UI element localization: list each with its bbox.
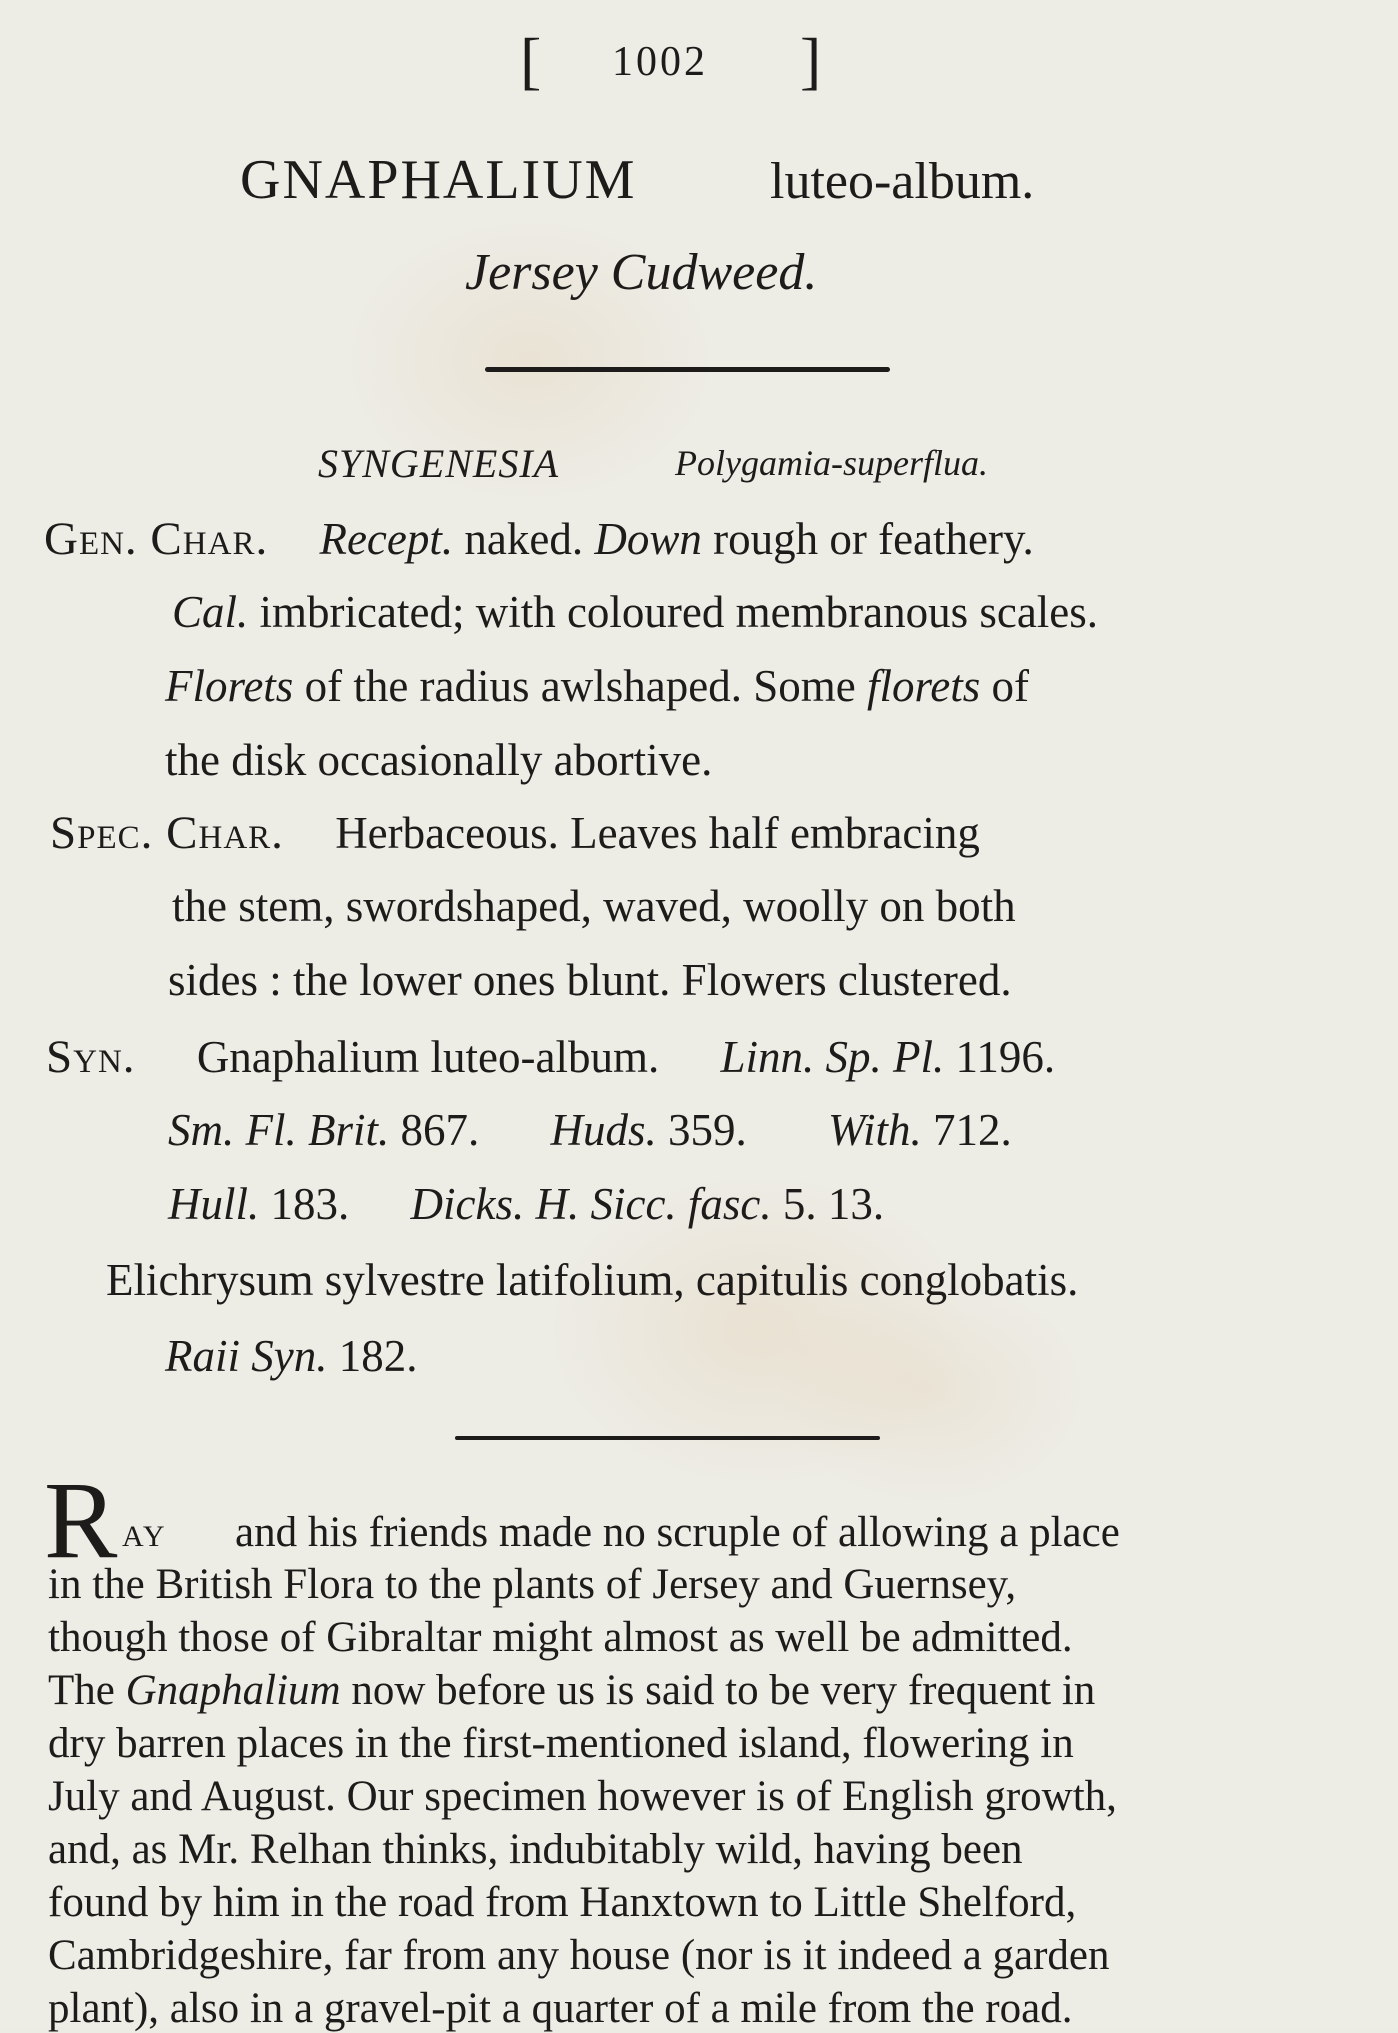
spec-char-text-1: Herbaceous. Leaves half embracing <box>335 808 980 858</box>
syn-num-with: 712. <box>921 1105 1012 1155</box>
common-name: Jersey Cudweed. <box>465 244 818 301</box>
body-line-9: Cambridgeshire, far from any house (nor is it indeed a garden <box>48 1932 1110 1979</box>
florets-term-2: florets <box>866 661 981 711</box>
body-line-4-pre: The <box>48 1667 126 1714</box>
class-name: SYNGENESIA <box>318 441 560 486</box>
syn-line-5 <box>165 1330 417 1382</box>
syn-ref-sm: Sm. Fl. Brit. <box>168 1105 390 1155</box>
cal-term: Cal. <box>172 587 249 637</box>
cal-text: imbricated; with coloured membranous scales. <box>248 587 1099 637</box>
syn-ref-hull: Hull. <box>168 1179 260 1229</box>
syn-num-huds: 359. <box>656 1105 747 1155</box>
species-title: luteo-album. <box>770 153 1035 210</box>
syn-line-1 <box>46 1030 1055 1084</box>
syn-ref-with: With. <box>828 1105 922 1155</box>
body-line-8: found by him in the road from Hanxtown to Little Shelford, <box>48 1879 1077 1926</box>
syn-text-1: Gnaphalium luteo-album. <box>196 1032 660 1082</box>
syn-num-dicks: 5. 13. <box>771 1179 885 1229</box>
divider-rule-top <box>485 367 890 372</box>
drop-cap: R <box>44 1459 118 1581</box>
syn-ref-huds: Huds. <box>550 1105 657 1155</box>
gen-char-line-3 <box>165 660 1029 712</box>
divider-rule-bottom <box>455 1436 880 1440</box>
syn-num-sm: 867. <box>389 1105 480 1155</box>
page-number: 1002 <box>612 39 708 85</box>
down-text: rough or feathery. <box>701 514 1034 564</box>
syn-num-hull: 183. <box>259 1179 350 1229</box>
body-line-1: and his friends made no scruple of allowing a place <box>235 1509 1120 1556</box>
syn-ref-raii: Raii Syn. <box>165 1331 328 1381</box>
body-line-6: July and August. Our specimen however is of English growth, <box>48 1773 1117 1820</box>
syn-line-3 <box>168 1178 884 1230</box>
florets-text: of the radius awlshaped. Some <box>293 661 867 711</box>
order-name: Polygamia-superflua. <box>675 443 988 483</box>
body-line-5: dry barren places in the first-mentioned island, flowering in <box>48 1720 1074 1767</box>
down-term: Down <box>594 514 702 564</box>
body-line-2: in the British Flora to the plants of Jersey and Guernsey, <box>48 1561 1017 1608</box>
syn-line-2 <box>168 1104 1012 1156</box>
gen-char-line-1 <box>44 512 1034 566</box>
syn-label: Syn. <box>46 1031 136 1083</box>
genus-title: GNAPHALIUM <box>240 149 637 211</box>
spec-char-line-3: sides : the lower ones blunt. Flowers clustered. <box>168 955 1012 1005</box>
body-line-7: and, as Mr. Relhan thinks, indubitably wild, having been <box>48 1826 1023 1873</box>
body-line-4 <box>48 1666 1095 1715</box>
bracket-open: [ <box>520 25 542 96</box>
recept-text: naked. <box>453 514 595 564</box>
body-line-4-post: now before us is said to be very frequent in <box>340 1667 1096 1714</box>
spec-char-line-2: the stem, swordshaped, waved, woolly on both <box>172 881 1016 931</box>
recept-term: Recept. <box>319 514 454 564</box>
gen-char-line-4: the disk occasionally abortive. <box>165 735 713 785</box>
gen-char-line-2 <box>172 586 1098 638</box>
syn-ref-dicks: Dicks. H. Sicc. fasc. <box>410 1179 772 1229</box>
florets-text-2: of <box>980 661 1030 711</box>
body-line-10: plant), also in a gravel-pit a quarter of a mile from the road. <box>48 1985 1073 2032</box>
syn-num-raii: 182. <box>327 1331 418 1381</box>
florets-term: Florets <box>165 661 294 711</box>
spec-char-label: Spec. Char. <box>50 807 284 859</box>
body-line-4-italic: Gnaphalium <box>125 1667 341 1714</box>
syn-num-linn: 1196. <box>944 1032 1056 1082</box>
syn-line-4: Elichrysum sylvestre latifolium, capitulis conglobatis. <box>106 1255 1079 1305</box>
drop-cap-rest: ay <box>122 1509 167 1556</box>
spec-char-line-1 <box>50 806 980 860</box>
syn-ref-linn: Linn. Sp. Pl. <box>720 1032 945 1082</box>
bracket-close: ] <box>800 25 822 96</box>
gen-char-label: Gen. Char. <box>44 513 269 565</box>
body-line-3: though those of Gibraltar might almost as well be admitted. <box>48 1614 1073 1661</box>
